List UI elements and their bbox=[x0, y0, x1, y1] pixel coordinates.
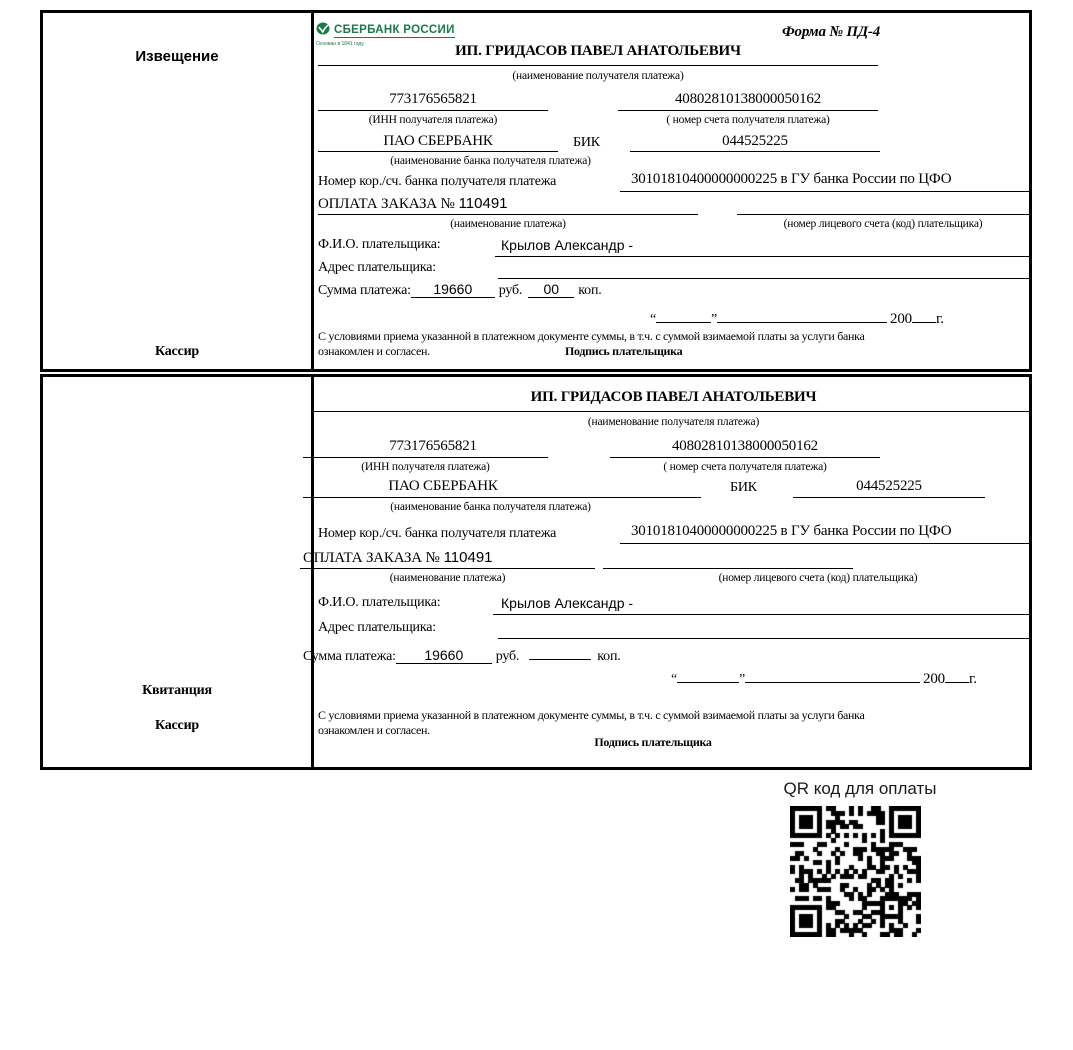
kop-label: коп. bbox=[597, 649, 621, 664]
bank-underline bbox=[318, 151, 558, 152]
address-underline bbox=[498, 278, 1029, 279]
account-caption: ( номер счета получателя платежа) bbox=[666, 114, 830, 126]
purpose-row bbox=[318, 195, 508, 213]
inn-value: 773176565821 bbox=[389, 438, 477, 454]
quote-close: ” bbox=[739, 672, 746, 687]
bik-label: БИК bbox=[730, 480, 757, 495]
inn-caption: (ИНН получателя платежа) bbox=[361, 461, 490, 473]
account-value: 40802810138000050162 bbox=[674, 91, 821, 107]
sum-label: Сумма платежа: bbox=[318, 283, 411, 298]
inn-value: 773176565821 bbox=[389, 91, 477, 107]
quote-close: ” bbox=[711, 312, 718, 327]
address-label: Адрес плательщика: bbox=[318, 260, 436, 275]
quote-open: “ bbox=[650, 312, 657, 327]
date-month-slot bbox=[717, 307, 887, 323]
payer-label: Ф.И.О. плательщика: bbox=[318, 237, 441, 252]
order-number: 110491 bbox=[443, 549, 493, 566]
purpose-caption: (наименование платежа) bbox=[450, 218, 566, 230]
qr-code bbox=[790, 806, 921, 937]
agreement-line1: С условиями приема указанной в платежном документе суммы, в т.ч. с суммой взимаемой платы за услуги банка bbox=[318, 329, 865, 343]
corr-value: 30101810400000000225 в ГУ банка России по ЦФО bbox=[631, 171, 952, 187]
corr-underline bbox=[620, 191, 1029, 192]
payer-underline bbox=[495, 256, 1029, 257]
corr-value: 30101810400000000225 в ГУ банка России по ЦФО bbox=[631, 523, 952, 539]
sum-rub-value: 19660 bbox=[411, 281, 495, 298]
bank-caption: (наименование банка получателя платежа) bbox=[390, 501, 591, 513]
bank-underline bbox=[303, 497, 701, 498]
sberbank-logo-icon bbox=[316, 22, 334, 39]
recipient-caption: (наименование получателя платежа) bbox=[587, 416, 760, 428]
bank-name: ПАО СБЕРБАНК bbox=[388, 478, 498, 494]
date-day-slot bbox=[656, 307, 711, 323]
sum-kop-value bbox=[529, 644, 591, 660]
personal-account-underline bbox=[737, 214, 1029, 215]
corr-label: Номер кор./сч. банка получателя платежа bbox=[318, 526, 557, 541]
corr-label: Номер кор./сч. банка получателя платежа bbox=[318, 174, 557, 189]
section-title-receipt: Квитанция bbox=[142, 683, 212, 698]
corr-underline bbox=[620, 543, 1029, 544]
sum-row bbox=[303, 644, 621, 665]
date-month-slot bbox=[745, 667, 920, 683]
agreement-line2: ознакомлен и согласен. bbox=[318, 723, 430, 737]
bank-caption: (наименование банка получателя платежа) bbox=[390, 155, 591, 167]
purpose-row bbox=[303, 549, 493, 567]
notice-section bbox=[40, 10, 1032, 372]
cashier-label: Кассир bbox=[154, 344, 200, 359]
order-number: 110491 bbox=[458, 195, 508, 212]
bik-value: 044525225 bbox=[722, 133, 788, 149]
account-underline bbox=[618, 110, 878, 111]
section-title-notice: Извещение bbox=[135, 48, 219, 65]
recipient-underline bbox=[314, 411, 1029, 412]
account-value: 40802810138000050162 bbox=[671, 438, 818, 454]
column-divider bbox=[311, 13, 314, 369]
bik-value: 044525225 bbox=[856, 478, 922, 494]
purpose-caption: (наименование платежа) bbox=[389, 572, 506, 584]
year-prefix: 200 bbox=[890, 311, 912, 327]
inn-underline bbox=[303, 457, 548, 458]
address-label: Адрес плательщика: bbox=[318, 620, 436, 635]
rub-label: руб. bbox=[498, 283, 523, 298]
sum-label: Сумма платежа: bbox=[303, 649, 396, 664]
year-prefix: 200 bbox=[923, 671, 945, 687]
personal-account-caption: (номер лицевого счета (код) плательщика) bbox=[783, 218, 983, 230]
recipient-caption: (наименование получателя платежа) bbox=[512, 70, 684, 82]
date-row bbox=[650, 307, 944, 328]
kop-label: коп. bbox=[578, 283, 602, 298]
inn-caption: (ИНН получателя платежа) bbox=[368, 114, 498, 126]
rub-label: руб. bbox=[495, 649, 520, 664]
purpose-text: ОПЛАТА ЗАКАЗА № bbox=[318, 196, 455, 212]
recipient-underline bbox=[318, 65, 878, 66]
account-caption: ( номер счета получателя платежа) bbox=[663, 461, 827, 473]
recipient-name: ИП. ГРИДАСОВ ПАВЕЛ АНАТОЛЬЕВИЧ bbox=[530, 389, 817, 405]
purpose-text: ОПЛАТА ЗАКАЗА № bbox=[303, 550, 440, 566]
receipt-section bbox=[40, 374, 1032, 770]
sum-rub-value: 19660 bbox=[396, 647, 492, 664]
year-slot bbox=[912, 307, 936, 323]
recipient-name: ИП. ГРИДАСОВ ПАВЕЛ АНАТОЛЬЕВИЧ bbox=[455, 43, 741, 59]
payer-underline bbox=[493, 614, 1029, 615]
sberbank-logo-text: СБЕРБАНК РОССИИ bbox=[334, 24, 455, 36]
sum-row bbox=[318, 281, 602, 299]
bik-underline bbox=[793, 497, 985, 498]
payer-value: Крылов Александр - bbox=[501, 595, 634, 611]
bank-name: ПАО СБЕРБАНК bbox=[383, 133, 493, 149]
bik-underline bbox=[630, 151, 880, 152]
payer-value: Крылов Александр - bbox=[501, 237, 634, 253]
personal-account-caption: (номер лицевого счета (код) плательщика) bbox=[718, 572, 918, 584]
address-underline bbox=[498, 638, 1029, 639]
purpose-underline bbox=[300, 568, 595, 569]
inn-underline bbox=[318, 110, 548, 111]
payer-label: Ф.И.О. плательщика: bbox=[318, 595, 441, 610]
account-underline bbox=[610, 457, 880, 458]
signature-label: Подпись плательщика bbox=[565, 344, 683, 358]
signature-label: Подпись плательщика bbox=[594, 735, 712, 749]
sberbank-logo-tagline: Основан в 1841 году bbox=[316, 41, 364, 47]
form-number: Форма № ПД-4 bbox=[781, 24, 880, 40]
personal-account-underline bbox=[603, 568, 853, 569]
purpose-underline bbox=[318, 214, 698, 215]
date-day-slot bbox=[677, 667, 739, 683]
sum-kop-value: 00 bbox=[528, 281, 574, 298]
year-slot bbox=[945, 667, 969, 683]
quote-open: “ bbox=[671, 672, 678, 687]
agreement-line1: С условиями приема указанной в платежном документе суммы, в т.ч. с суммой взимаемой платы за услуги банка bbox=[318, 708, 865, 722]
cashier-label: Кассир bbox=[154, 718, 200, 733]
agreement-line2: ознакомлен и согласен. bbox=[318, 344, 430, 358]
qr-title: QR код для оплаты bbox=[783, 779, 937, 798]
year-suffix: г. bbox=[935, 311, 944, 327]
year-suffix: г. bbox=[968, 671, 977, 687]
date-row bbox=[671, 667, 977, 688]
bik-label: БИК bbox=[573, 135, 600, 150]
